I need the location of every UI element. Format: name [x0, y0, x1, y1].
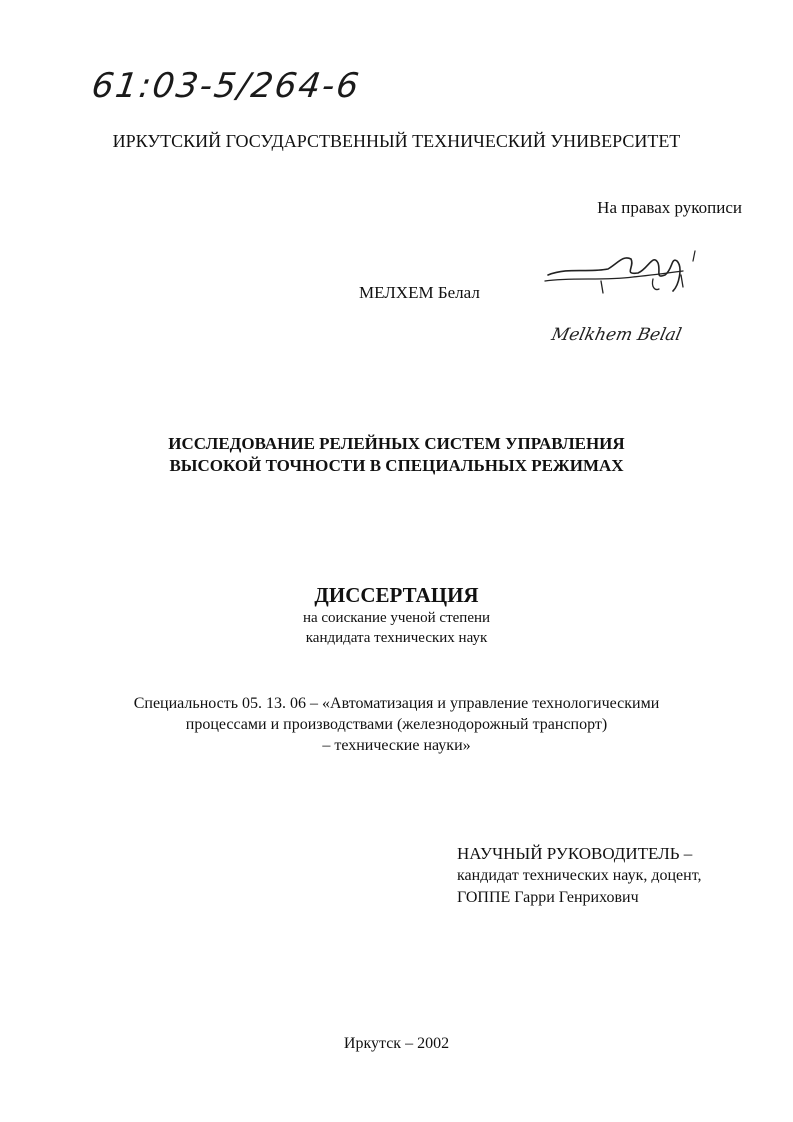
advisor-label: НАУЧНЫЙ РУКОВОДИТЕЛЬ – [457, 844, 693, 863]
specialty-line-2: процессами и производствами (железнодорожный транспорт) [185, 716, 608, 733]
specialty-block [0, 693, 793, 756]
signature [543, 245, 713, 345]
university-name: ИРКУТСКИЙ ГОСУДАРСТВЕННЫЙ ТЕХНИЧЕСКИЙ УНИВЕРСИТЕТ [112, 131, 681, 151]
dissertation-title [0, 433, 793, 477]
signature-name: Melkhem Belal [549, 325, 684, 345]
specialty-line-3: – технические науки» [322, 737, 471, 754]
title-line-1: ИССЛЕДОВАНИЕ РЕЛЕЙНЫХ СИСТЕМ УПРАВЛЕНИЯ [168, 434, 625, 453]
dissertation-heading: ДИССЕРТАЦИЯ [314, 583, 479, 607]
degree-line-2: кандидата технических наук [305, 630, 488, 646]
dissertation-block [0, 582, 793, 648]
author-name: МЕЛХЕМ Белал [359, 283, 480, 302]
degree-line-1: на соискание ученой степени [302, 610, 491, 626]
city-year: Иркутск – 2002 [343, 1035, 450, 1052]
advisor-degree: кандидат технических наук, доцент, [457, 867, 702, 884]
title-line-2: ВЫСОКОЙ ТОЧНОСТИ В СПЕЦИАЛЬНЫХ РЕЖИМАХ [169, 456, 624, 475]
advisor-name: ГОППЕ Гарри Генрихович [457, 889, 639, 906]
advisor-block [457, 843, 702, 909]
archive-code: 61:03-5/264-6 [89, 66, 363, 106]
specialty-line-1: Специальность 05. 13. 06 – «Автоматизация и управление технологическими [133, 695, 660, 712]
manuscript-note: На правах рукописи [597, 198, 742, 217]
